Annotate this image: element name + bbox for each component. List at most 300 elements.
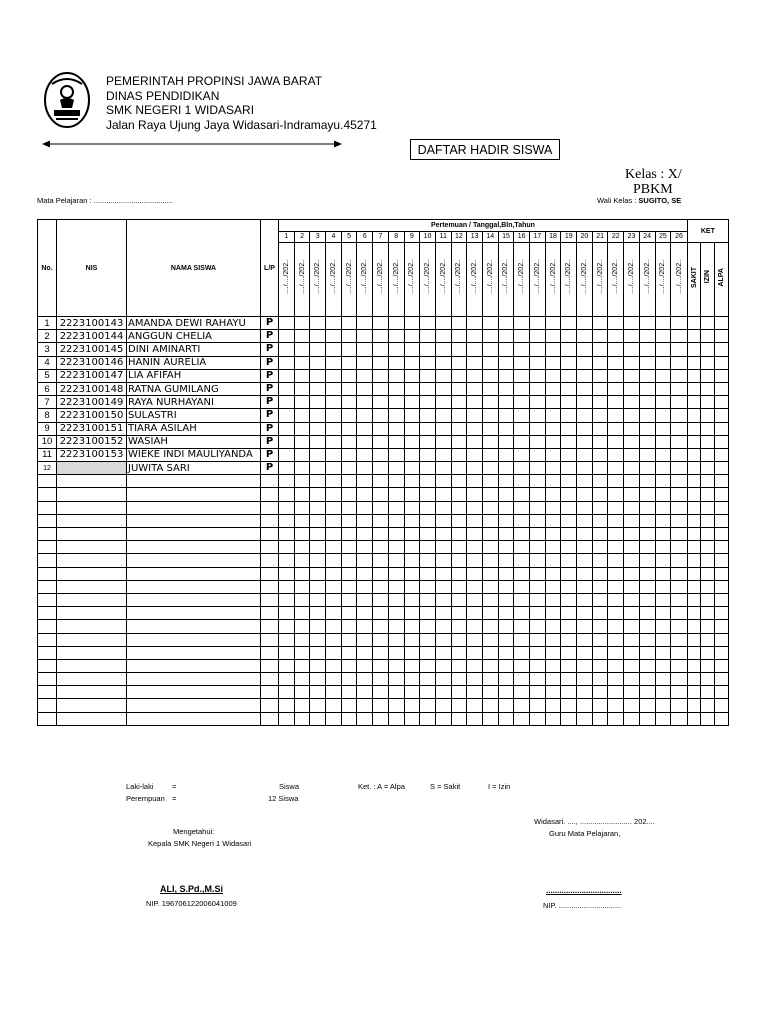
attendance-cell[interactable] <box>671 462 688 475</box>
attendance-cell[interactable] <box>310 382 326 395</box>
attendance-cell[interactable] <box>482 488 498 501</box>
attendance-cell[interactable] <box>655 369 671 382</box>
attendance-cell[interactable] <box>420 567 436 580</box>
attendance-cell[interactable] <box>404 488 420 501</box>
attendance-cell[interactable] <box>279 317 295 330</box>
attendance-cell[interactable] <box>498 659 514 672</box>
ket-cell[interactable] <box>701 567 715 580</box>
attendance-cell[interactable] <box>404 422 420 435</box>
attendance-cell[interactable] <box>624 514 640 527</box>
attendance-cell[interactable] <box>545 686 561 699</box>
attendance-cell[interactable] <box>420 712 436 725</box>
attendance-cell[interactable] <box>498 317 514 330</box>
ket-cell[interactable] <box>687 330 701 343</box>
attendance-cell[interactable] <box>498 462 514 475</box>
attendance-cell[interactable] <box>671 673 688 686</box>
attendance-cell[interactable] <box>310 317 326 330</box>
attendance-cell[interactable] <box>435 620 451 633</box>
attendance-cell[interactable] <box>530 422 546 435</box>
attendance-cell[interactable] <box>561 501 577 514</box>
attendance-cell[interactable] <box>592 422 608 435</box>
attendance-cell[interactable] <box>467 435 483 448</box>
attendance-cell[interactable] <box>294 382 310 395</box>
attendance-cell[interactable] <box>577 593 593 606</box>
ket-cell[interactable] <box>714 620 728 633</box>
attendance-cell[interactable] <box>671 712 688 725</box>
attendance-cell[interactable] <box>592 369 608 382</box>
attendance-cell[interactable] <box>420 422 436 435</box>
attendance-cell[interactable] <box>577 514 593 527</box>
attendance-cell[interactable] <box>545 356 561 369</box>
attendance-cell[interactable] <box>326 488 342 501</box>
attendance-cell[interactable] <box>435 646 451 659</box>
attendance-cell[interactable] <box>373 448 389 461</box>
attendance-cell[interactable] <box>671 659 688 672</box>
attendance-cell[interactable] <box>341 317 357 330</box>
attendance-cell[interactable] <box>545 501 561 514</box>
attendance-cell[interactable] <box>279 580 295 593</box>
attendance-cell[interactable] <box>435 501 451 514</box>
attendance-cell[interactable] <box>310 646 326 659</box>
attendance-cell[interactable] <box>467 567 483 580</box>
attendance-cell[interactable] <box>388 475 404 488</box>
attendance-cell[interactable] <box>404 633 420 646</box>
attendance-cell[interactable] <box>545 580 561 593</box>
attendance-cell[interactable] <box>530 317 546 330</box>
ket-cell[interactable] <box>714 673 728 686</box>
attendance-cell[interactable] <box>561 409 577 422</box>
attendance-cell[interactable] <box>310 330 326 343</box>
attendance-cell[interactable] <box>608 659 624 672</box>
attendance-cell[interactable] <box>639 330 655 343</box>
attendance-cell[interactable] <box>577 580 593 593</box>
attendance-cell[interactable] <box>310 343 326 356</box>
attendance-cell[interactable] <box>482 554 498 567</box>
attendance-cell[interactable] <box>341 580 357 593</box>
attendance-cell[interactable] <box>561 356 577 369</box>
attendance-cell[interactable] <box>435 659 451 672</box>
attendance-cell[interactable] <box>482 396 498 409</box>
attendance-cell[interactable] <box>341 633 357 646</box>
attendance-cell[interactable] <box>608 396 624 409</box>
ket-cell[interactable] <box>714 686 728 699</box>
attendance-cell[interactable] <box>404 593 420 606</box>
attendance-cell[interactable] <box>326 356 342 369</box>
attendance-cell[interactable] <box>341 343 357 356</box>
attendance-cell[interactable] <box>624 580 640 593</box>
attendance-cell[interactable] <box>482 528 498 541</box>
attendance-cell[interactable] <box>294 607 310 620</box>
attendance-cell[interactable] <box>388 409 404 422</box>
attendance-cell[interactable] <box>467 541 483 554</box>
attendance-cell[interactable] <box>310 501 326 514</box>
attendance-cell[interactable] <box>514 567 530 580</box>
attendance-cell[interactable] <box>577 462 593 475</box>
attendance-cell[interactable] <box>357 633 373 646</box>
attendance-cell[interactable] <box>639 514 655 527</box>
attendance-cell[interactable] <box>498 343 514 356</box>
attendance-cell[interactable] <box>373 593 389 606</box>
attendance-cell[interactable] <box>341 620 357 633</box>
attendance-cell[interactable] <box>577 646 593 659</box>
attendance-cell[interactable] <box>435 435 451 448</box>
attendance-cell[interactable] <box>545 488 561 501</box>
attendance-cell[interactable] <box>482 580 498 593</box>
attendance-cell[interactable] <box>341 567 357 580</box>
attendance-cell[interactable] <box>655 686 671 699</box>
attendance-cell[interactable] <box>608 712 624 725</box>
attendance-cell[interactable] <box>577 699 593 712</box>
attendance-cell[interactable] <box>294 673 310 686</box>
attendance-cell[interactable] <box>624 673 640 686</box>
attendance-cell[interactable] <box>608 448 624 461</box>
attendance-cell[interactable] <box>326 448 342 461</box>
ket-cell[interactable] <box>701 554 715 567</box>
attendance-cell[interactable] <box>467 317 483 330</box>
attendance-cell[interactable] <box>404 382 420 395</box>
ket-cell[interactable] <box>687 317 701 330</box>
attendance-cell[interactable] <box>498 712 514 725</box>
attendance-cell[interactable] <box>341 356 357 369</box>
attendance-cell[interactable] <box>608 607 624 620</box>
attendance-cell[interactable] <box>341 646 357 659</box>
ket-cell[interactable] <box>714 699 728 712</box>
attendance-cell[interactable] <box>420 488 436 501</box>
attendance-cell[interactable] <box>388 620 404 633</box>
attendance-cell[interactable] <box>655 712 671 725</box>
attendance-cell[interactable] <box>671 369 688 382</box>
attendance-cell[interactable] <box>514 607 530 620</box>
attendance-cell[interactable] <box>592 554 608 567</box>
attendance-cell[interactable] <box>498 567 514 580</box>
attendance-cell[interactable] <box>294 435 310 448</box>
attendance-cell[interactable] <box>467 712 483 725</box>
attendance-cell[interactable] <box>279 475 295 488</box>
attendance-cell[interactable] <box>671 514 688 527</box>
attendance-cell[interactable] <box>545 422 561 435</box>
ket-cell[interactable] <box>714 528 728 541</box>
attendance-cell[interactable] <box>608 673 624 686</box>
attendance-cell[interactable] <box>671 422 688 435</box>
attendance-cell[interactable] <box>482 567 498 580</box>
attendance-cell[interactable] <box>545 382 561 395</box>
attendance-cell[interactable] <box>388 488 404 501</box>
attendance-cell[interactable] <box>561 633 577 646</box>
attendance-cell[interactable] <box>530 554 546 567</box>
attendance-cell[interactable] <box>530 330 546 343</box>
attendance-cell[interactable] <box>467 646 483 659</box>
attendance-cell[interactable] <box>561 607 577 620</box>
ket-cell[interactable] <box>687 396 701 409</box>
ket-cell[interactable] <box>714 712 728 725</box>
ket-cell[interactable] <box>714 435 728 448</box>
attendance-cell[interactable] <box>357 607 373 620</box>
ket-cell[interactable] <box>687 567 701 580</box>
attendance-cell[interactable] <box>514 409 530 422</box>
attendance-cell[interactable] <box>530 475 546 488</box>
attendance-cell[interactable] <box>592 382 608 395</box>
attendance-cell[interactable] <box>624 343 640 356</box>
attendance-cell[interactable] <box>514 356 530 369</box>
attendance-cell[interactable] <box>341 712 357 725</box>
attendance-cell[interactable] <box>639 633 655 646</box>
attendance-cell[interactable] <box>279 541 295 554</box>
attendance-cell[interactable] <box>373 620 389 633</box>
attendance-cell[interactable] <box>514 541 530 554</box>
attendance-cell[interactable] <box>357 475 373 488</box>
ket-cell[interactable] <box>714 343 728 356</box>
ket-cell[interactable] <box>687 475 701 488</box>
attendance-cell[interactable] <box>404 673 420 686</box>
attendance-cell[interactable] <box>388 633 404 646</box>
attendance-cell[interactable] <box>655 646 671 659</box>
attendance-cell[interactable] <box>279 686 295 699</box>
attendance-cell[interactable] <box>655 528 671 541</box>
attendance-cell[interactable] <box>435 369 451 382</box>
attendance-cell[interactable] <box>671 567 688 580</box>
attendance-cell[interactable] <box>482 369 498 382</box>
attendance-cell[interactable] <box>388 541 404 554</box>
attendance-cell[interactable] <box>608 514 624 527</box>
attendance-cell[interactable] <box>624 382 640 395</box>
attendance-cell[interactable] <box>404 501 420 514</box>
ket-cell[interactable] <box>687 673 701 686</box>
attendance-cell[interactable] <box>435 409 451 422</box>
attendance-cell[interactable] <box>388 554 404 567</box>
attendance-cell[interactable] <box>294 330 310 343</box>
attendance-cell[interactable] <box>420 528 436 541</box>
attendance-cell[interactable] <box>624 409 640 422</box>
attendance-cell[interactable] <box>388 567 404 580</box>
attendance-cell[interactable] <box>655 580 671 593</box>
attendance-cell[interactable] <box>671 435 688 448</box>
attendance-cell[interactable] <box>467 607 483 620</box>
attendance-cell[interactable] <box>545 514 561 527</box>
attendance-cell[interactable] <box>498 501 514 514</box>
attendance-cell[interactable] <box>482 422 498 435</box>
attendance-cell[interactable] <box>530 712 546 725</box>
attendance-cell[interactable] <box>467 382 483 395</box>
attendance-cell[interactable] <box>467 409 483 422</box>
attendance-cell[interactable] <box>357 686 373 699</box>
attendance-cell[interactable] <box>514 580 530 593</box>
attendance-cell[interactable] <box>561 448 577 461</box>
attendance-cell[interactable] <box>514 514 530 527</box>
attendance-cell[interactable] <box>624 475 640 488</box>
attendance-cell[interactable] <box>639 462 655 475</box>
attendance-cell[interactable] <box>671 317 688 330</box>
attendance-cell[interactable] <box>451 475 467 488</box>
attendance-cell[interactable] <box>341 607 357 620</box>
attendance-cell[interactable] <box>326 633 342 646</box>
ket-cell[interactable] <box>714 409 728 422</box>
attendance-cell[interactable] <box>357 462 373 475</box>
attendance-cell[interactable] <box>608 343 624 356</box>
attendance-cell[interactable] <box>561 488 577 501</box>
ket-cell[interactable] <box>714 369 728 382</box>
attendance-cell[interactable] <box>530 514 546 527</box>
attendance-cell[interactable] <box>639 488 655 501</box>
attendance-cell[interactable] <box>420 382 436 395</box>
attendance-cell[interactable] <box>639 475 655 488</box>
attendance-cell[interactable] <box>624 462 640 475</box>
attendance-cell[interactable] <box>357 435 373 448</box>
attendance-cell[interactable] <box>404 343 420 356</box>
ket-cell[interactable] <box>701 343 715 356</box>
attendance-cell[interactable] <box>451 699 467 712</box>
attendance-cell[interactable] <box>624 593 640 606</box>
attendance-cell[interactable] <box>561 699 577 712</box>
attendance-cell[interactable] <box>279 659 295 672</box>
attendance-cell[interactable] <box>655 514 671 527</box>
attendance-cell[interactable] <box>451 356 467 369</box>
attendance-cell[interactable] <box>357 382 373 395</box>
attendance-cell[interactable] <box>561 567 577 580</box>
attendance-cell[interactable] <box>341 541 357 554</box>
ket-cell[interactable] <box>714 396 728 409</box>
attendance-cell[interactable] <box>435 554 451 567</box>
attendance-cell[interactable] <box>671 488 688 501</box>
attendance-cell[interactable] <box>279 488 295 501</box>
attendance-cell[interactable] <box>639 567 655 580</box>
ket-cell[interactable] <box>687 501 701 514</box>
attendance-cell[interactable] <box>420 475 436 488</box>
attendance-cell[interactable] <box>279 528 295 541</box>
attendance-cell[interactable] <box>561 686 577 699</box>
attendance-cell[interactable] <box>404 435 420 448</box>
attendance-cell[interactable] <box>514 343 530 356</box>
attendance-cell[interactable] <box>514 435 530 448</box>
attendance-cell[interactable] <box>577 554 593 567</box>
attendance-cell[interactable] <box>294 317 310 330</box>
attendance-cell[interactable] <box>592 580 608 593</box>
attendance-cell[interactable] <box>373 382 389 395</box>
ket-cell[interactable] <box>701 633 715 646</box>
ket-cell[interactable] <box>687 528 701 541</box>
attendance-cell[interactable] <box>279 514 295 527</box>
attendance-cell[interactable] <box>655 659 671 672</box>
attendance-cell[interactable] <box>624 435 640 448</box>
attendance-cell[interactable] <box>577 528 593 541</box>
attendance-cell[interactable] <box>592 462 608 475</box>
attendance-cell[interactable] <box>545 699 561 712</box>
attendance-cell[interactable] <box>639 528 655 541</box>
attendance-cell[interactable] <box>561 343 577 356</box>
attendance-cell[interactable] <box>388 501 404 514</box>
attendance-cell[interactable] <box>608 528 624 541</box>
attendance-cell[interactable] <box>545 475 561 488</box>
ket-cell[interactable] <box>687 607 701 620</box>
attendance-cell[interactable] <box>435 528 451 541</box>
attendance-cell[interactable] <box>624 712 640 725</box>
attendance-cell[interactable] <box>388 686 404 699</box>
attendance-cell[interactable] <box>561 317 577 330</box>
attendance-cell[interactable] <box>639 409 655 422</box>
attendance-cell[interactable] <box>279 435 295 448</box>
attendance-cell[interactable] <box>467 554 483 567</box>
attendance-cell[interactable] <box>435 633 451 646</box>
attendance-cell[interactable] <box>624 699 640 712</box>
attendance-cell[interactable] <box>451 501 467 514</box>
attendance-cell[interactable] <box>294 528 310 541</box>
attendance-cell[interactable] <box>514 646 530 659</box>
attendance-cell[interactable] <box>545 462 561 475</box>
attendance-cell[interactable] <box>326 382 342 395</box>
attendance-cell[interactable] <box>592 409 608 422</box>
attendance-cell[interactable] <box>577 659 593 672</box>
attendance-cell[interactable] <box>435 514 451 527</box>
attendance-cell[interactable] <box>655 620 671 633</box>
attendance-cell[interactable] <box>388 448 404 461</box>
attendance-cell[interactable] <box>498 382 514 395</box>
attendance-cell[interactable] <box>482 633 498 646</box>
ket-cell[interactable] <box>687 488 701 501</box>
ket-cell[interactable] <box>701 409 715 422</box>
ket-cell[interactable] <box>714 541 728 554</box>
attendance-cell[interactable] <box>420 356 436 369</box>
attendance-cell[interactable] <box>467 462 483 475</box>
attendance-cell[interactable] <box>341 488 357 501</box>
attendance-cell[interactable] <box>639 580 655 593</box>
attendance-cell[interactable] <box>326 528 342 541</box>
attendance-cell[interactable] <box>404 646 420 659</box>
attendance-cell[interactable] <box>639 659 655 672</box>
attendance-cell[interactable] <box>294 541 310 554</box>
attendance-cell[interactable] <box>545 396 561 409</box>
attendance-cell[interactable] <box>420 462 436 475</box>
attendance-cell[interactable] <box>451 712 467 725</box>
attendance-cell[interactable] <box>388 593 404 606</box>
ket-cell[interactable] <box>687 462 701 475</box>
attendance-cell[interactable] <box>388 580 404 593</box>
attendance-cell[interactable] <box>326 514 342 527</box>
attendance-cell[interactable] <box>435 343 451 356</box>
attendance-cell[interactable] <box>326 369 342 382</box>
ket-cell[interactable] <box>701 673 715 686</box>
attendance-cell[interactable] <box>624 528 640 541</box>
attendance-cell[interactable] <box>404 567 420 580</box>
attendance-cell[interactable] <box>577 409 593 422</box>
attendance-cell[interactable] <box>514 659 530 672</box>
ket-cell[interactable] <box>714 659 728 672</box>
attendance-cell[interactable] <box>624 633 640 646</box>
attendance-cell[interactable] <box>294 422 310 435</box>
attendance-cell[interactable] <box>514 593 530 606</box>
attendance-cell[interactable] <box>608 633 624 646</box>
attendance-cell[interactable] <box>404 541 420 554</box>
attendance-cell[interactable] <box>279 607 295 620</box>
attendance-cell[interactable] <box>639 673 655 686</box>
attendance-cell[interactable] <box>388 356 404 369</box>
attendance-cell[interactable] <box>545 633 561 646</box>
attendance-cell[interactable] <box>341 659 357 672</box>
attendance-cell[interactable] <box>451 528 467 541</box>
attendance-cell[interactable] <box>467 673 483 686</box>
attendance-cell[interactable] <box>624 488 640 501</box>
attendance-cell[interactable] <box>435 712 451 725</box>
attendance-cell[interactable] <box>310 554 326 567</box>
attendance-cell[interactable] <box>498 620 514 633</box>
attendance-cell[interactable] <box>279 369 295 382</box>
attendance-cell[interactable] <box>592 659 608 672</box>
attendance-cell[interactable] <box>608 488 624 501</box>
attendance-cell[interactable] <box>279 330 295 343</box>
attendance-cell[interactable] <box>639 356 655 369</box>
attendance-cell[interactable] <box>310 699 326 712</box>
attendance-cell[interactable] <box>655 409 671 422</box>
attendance-cell[interactable] <box>577 488 593 501</box>
ket-cell[interactable] <box>714 567 728 580</box>
